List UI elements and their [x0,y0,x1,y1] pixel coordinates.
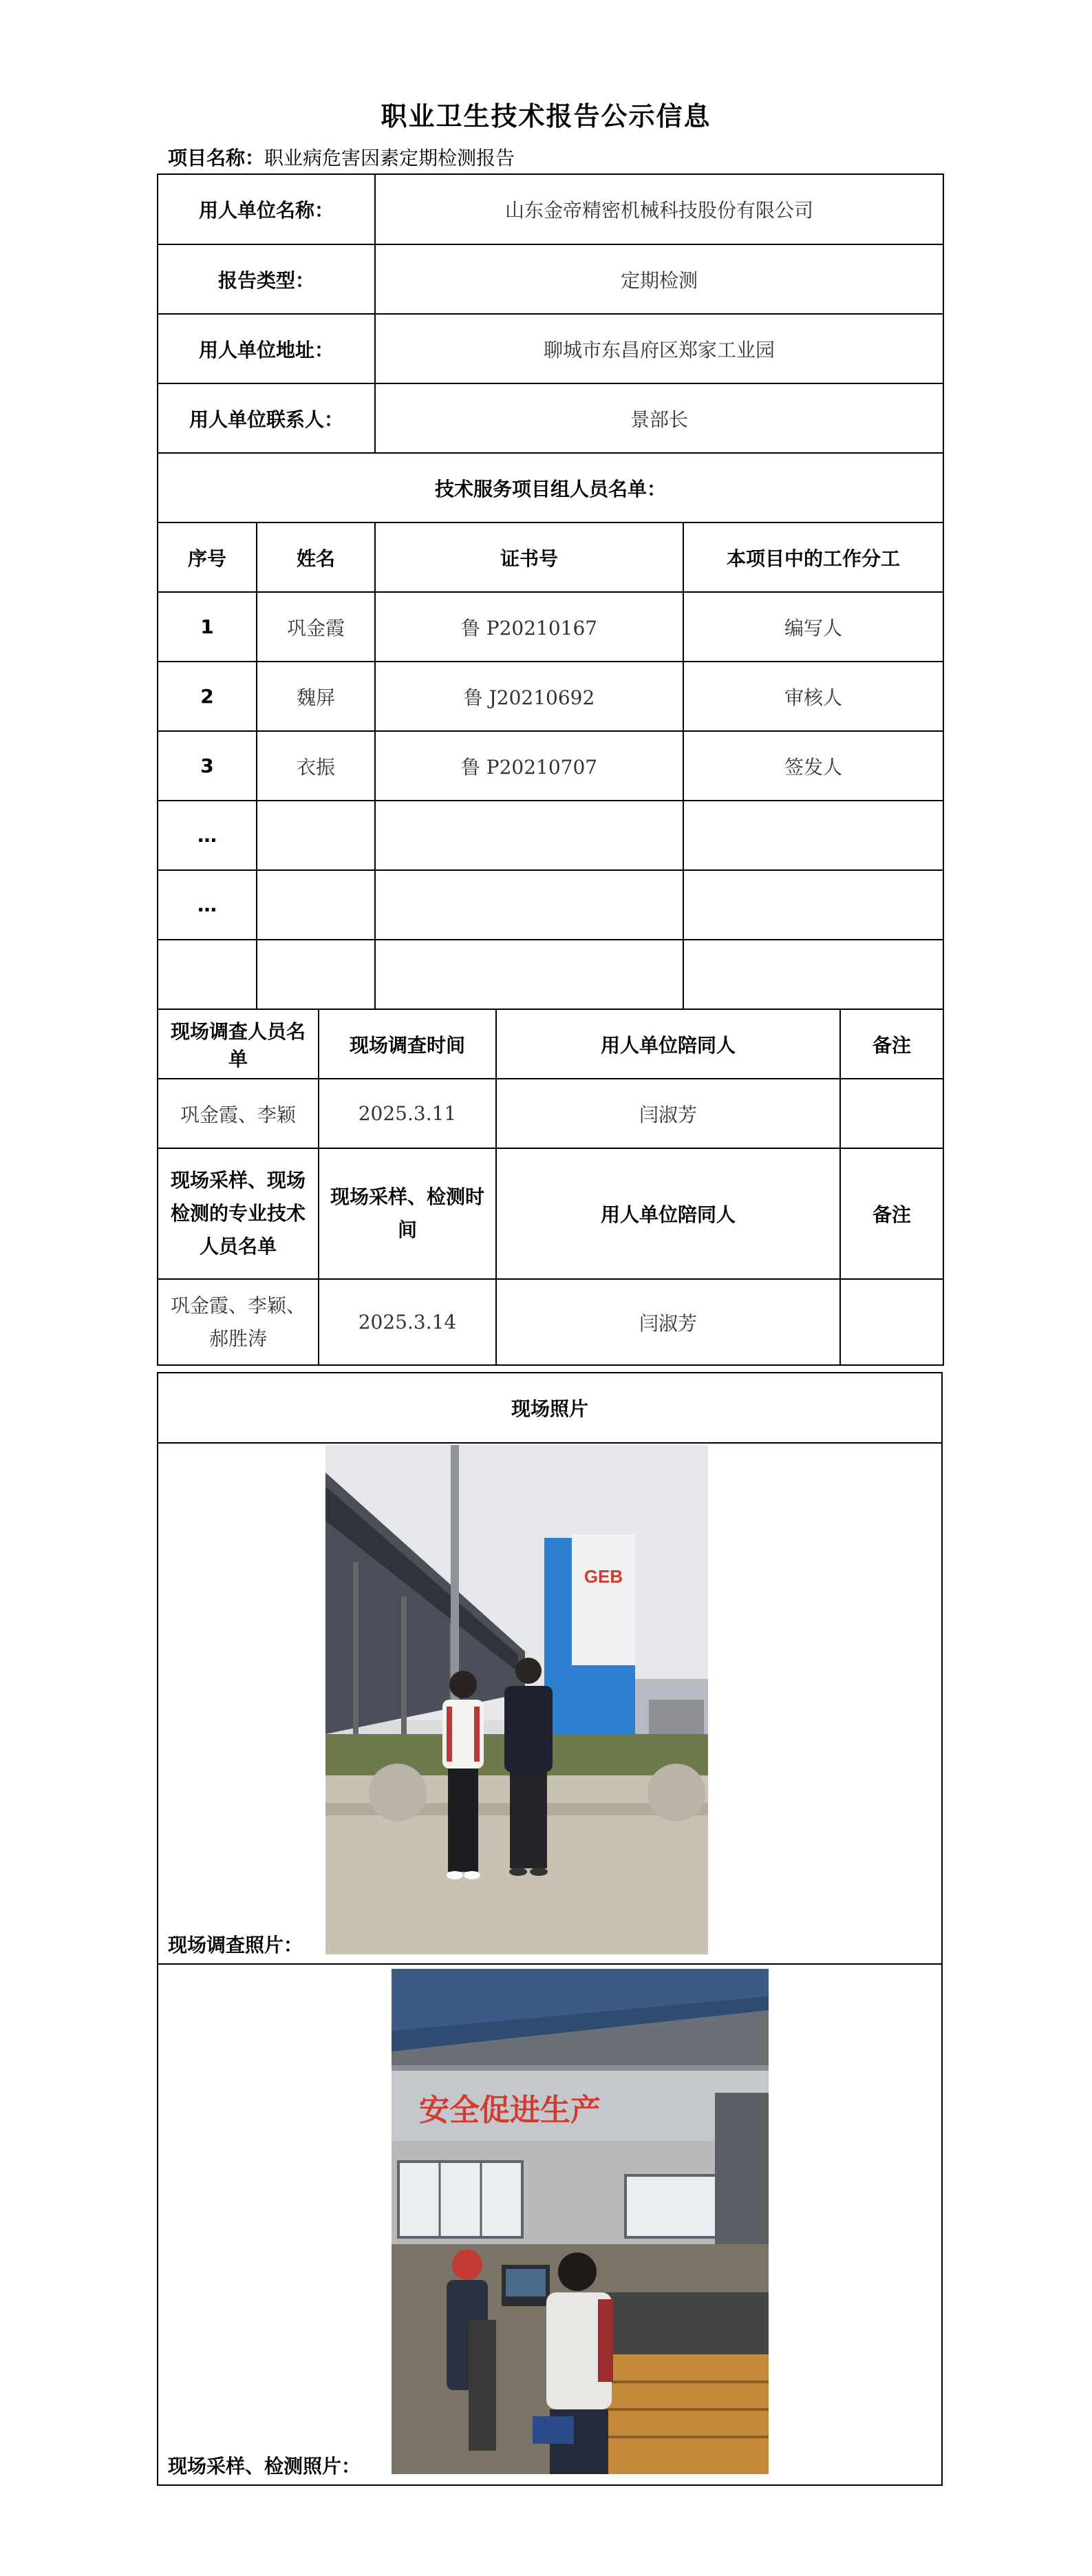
team-row-role: 审核人 [683,662,943,731]
team-row-name: 魏屏 [257,662,375,731]
survey-photo [325,1445,708,1954]
team-col-no: 序号 [158,522,257,592]
survey-photo-caption: 现场调查照片： [168,1934,303,1956]
contact-label: 用人单位联系人： [158,383,375,453]
table-row [158,592,943,662]
project-name-label: 项目名称： [168,147,265,169]
contact-row [158,383,943,453]
contact-value: 景部长 [375,383,943,453]
team-row-role [683,870,943,940]
table-row [158,801,943,870]
team-row-cert: 鲁 P20210707 [375,731,683,801]
team-row-name [257,801,375,870]
sampling-staff: 巩金霞、李颖、郝胜涛 [158,1279,319,1365]
survey-col-staff: 现场调查人员名单 [158,1009,319,1079]
report-type-value: 定期检测 [375,244,943,314]
sampling-escort: 闫淑芳 [496,1279,840,1365]
report-type-label: 报告类型： [158,244,375,314]
table-row [158,870,943,940]
table-row [158,731,943,801]
employer-row [158,174,943,244]
survey-col-note: 备注 [840,1009,943,1079]
team-heading: 技术服务项目组人员名单： [158,453,943,522]
team-row-name: 衣振 [257,731,375,801]
document-title: 职业卫生技术报告公示信息 [381,101,711,131]
survey-photo-cell [158,1443,942,1964]
sampling-header-row [158,1148,943,1279]
table-row [158,662,943,731]
employer-value: 山东金帝精密机械科技股份有限公司 [375,174,943,244]
survey-header-row [158,1009,943,1079]
survey-date: 2025.3.11 [319,1079,496,1148]
address-value: 聊城市东昌府区郑家工业园 [375,314,943,383]
sign-logo-text: GEB [584,1566,623,1587]
team-col-role: 本项目中的工作分工 [683,522,943,592]
team-row-role: 编写人 [683,592,943,662]
team-row-role [683,940,943,1009]
team-row-cert: 鲁 J20210692 [375,662,683,731]
sampling-photo-cell [158,1964,942,2485]
sampling-photo [392,1969,769,2474]
team-heading-row [158,453,943,522]
sampling-note [840,1279,943,1365]
team-row-name: 巩金霞 [257,592,375,662]
sampling-col-note: 备注 [840,1148,943,1279]
team-row-no: 1 [158,592,257,662]
team-row-no: 2 [158,662,257,731]
team-col-cert: 证书号 [375,522,683,592]
survey-col-escort: 用人单位陪同人 [496,1009,840,1079]
sampling-col-staff: 现场采样、现场检测的专业技术人员名单 [158,1148,319,1279]
photos-heading: 现场照片 [158,1373,942,1443]
team-row-name [257,940,375,1009]
survey-col-date: 现场调查时间 [319,1009,496,1079]
team-row-no: … [158,801,257,870]
sampling-photo-caption: 现场采样、检测照片： [168,2455,361,2478]
team-row-no: 3 [158,731,257,801]
team-row-role: 签发人 [683,731,943,801]
project-name-line [168,143,515,171]
team-row-cert [375,870,683,940]
team-row-cert [375,940,683,1009]
sampling-date: 2025.3.14 [319,1279,496,1365]
survey-staff: 巩金霞、李颖 [158,1079,319,1148]
sampling-col-escort: 用人单位陪同人 [496,1148,840,1279]
sampling-col-date: 现场采样、检测时间 [319,1148,496,1279]
team-row-cert [375,801,683,870]
info-table [157,173,944,1366]
address-label: 用人单位地址： [158,314,375,383]
project-name-value: 职业病危害因素定期检测报告 [264,147,515,169]
team-row-cert: 鲁 P20210167 [375,592,683,662]
team-col-name: 姓名 [257,522,375,592]
survey-escort: 闫淑芳 [496,1079,840,1148]
table-row [158,940,943,1009]
photos-table [157,1372,943,2486]
report-type-row [158,244,943,314]
team-row-name [257,870,375,940]
employer-label: 用人单位名称： [158,174,375,244]
sampling-data-row [158,1279,943,1365]
team-row-no: … [158,870,257,940]
survey-data-row [158,1079,943,1148]
banner-text: 安全促进生产 [419,2093,601,2127]
team-row-no [158,940,257,1009]
team-row-role [683,801,943,870]
address-row [158,314,943,383]
survey-note [840,1079,943,1148]
team-header-row [158,522,943,592]
